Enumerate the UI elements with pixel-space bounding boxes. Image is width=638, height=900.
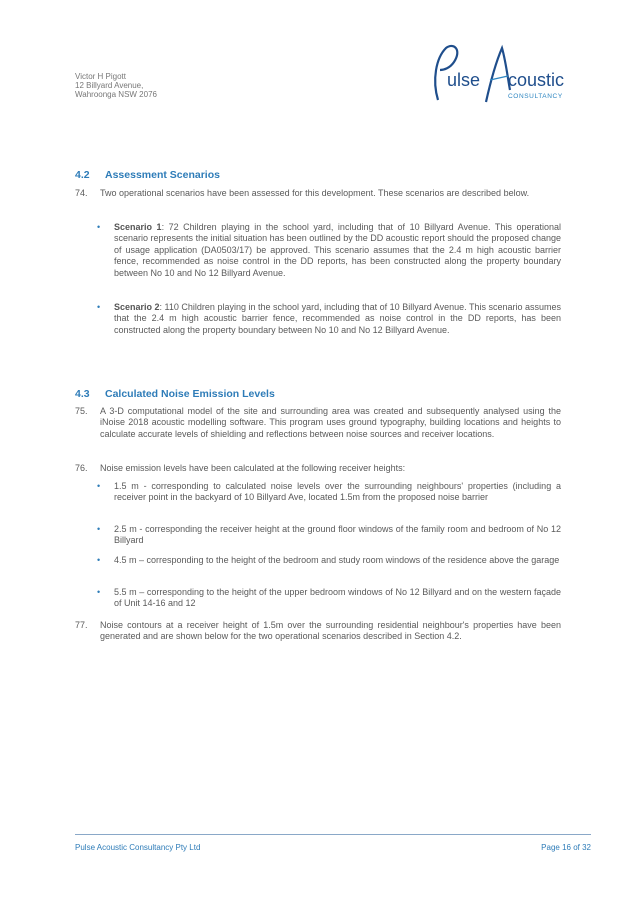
receiver-text: 2.5 m - corresponding the receiver height at the ground floor windows of the family room and bedroom of No 12 Billyard [114,524,561,546]
receiver-text: 1.5 m - corresponding to calculated noise levels over the surrounding neighbours' properties (including a receiver point in the backyard of 10 Billyard Ave, located 1.5m from the proposed noise barrier [114,481,561,503]
receiver-item [97,481,561,504]
receiver-item [97,524,561,547]
scenario-2-item [97,302,561,336]
bullet-icon: • [97,481,101,491]
logo-tagline: CONSULTANCY [508,93,563,100]
receiver-text: 5.5 m – corresponding to the height of the upper bedroom windows of No 12 Billyard and on the western façade of Unit 14-16 and 12 [114,587,561,609]
receiver-item [97,587,561,610]
logo-a-swoosh [486,48,510,102]
scenario-1-item [97,222,561,279]
address-line-name: Victor H Pigott [75,72,126,81]
paragraph-text: Noise contours at a receiver height of 1.5m over the surrounding residential neighbour's properties have been generated and are shown below for the two operational scenarios described in Section 4.2. [100,620,561,642]
section-title: Calculated Noise Emission Levels [105,388,275,400]
paragraph-number: 75. [75,406,88,416]
paragraph-number: 76. [75,463,88,473]
bullet-icon: • [97,302,101,312]
scenario-text: : 110 Children playing in the school yard, including that of 10 Billyard Avenue. This scenario assumes that the 2.4 m high acoustic barrier fence, recommended as noise control in the DD reports, has been constructed along the property boundary between No 10 and No 12 Billyard Avenue. [114,302,562,335]
sender-address [75,72,157,99]
receiver-item [97,555,561,566]
bullet-icon: • [97,587,101,597]
paragraph-number: 77. [75,620,88,630]
logo-word-acoustic: coustic [508,70,565,90]
paragraph-77 [75,620,561,643]
bullet-icon: • [97,222,101,232]
address-line-suburb: Wahroonga NSW 2076 [75,90,157,99]
scenario-label: Scenario 1 [114,222,162,232]
receiver-text: 4.5 m – corresponding to the height of the bedroom and study room windows of the residence above the garage [114,555,560,565]
paragraph-76 [75,463,561,474]
scenario-text: : 72 Children playing in the school yard, including that of 10 Billyard Avenue. This operational scenario represents the initial situation has been outlined by the DD acoustic report should the proposed change of usage application (DA0503/17) be approved. This scenario assumes that the 2.4 m high acoustic barrier fence, recommended as noise control in the DD reports, has been constructed along the property boundary between No 10 and No 12 Billyard Avenue. [114,222,561,278]
paragraph-text: Two operational scenarios have been assessed for this development. These scenarios are described below. [100,188,530,198]
section-heading-4-3 [75,388,275,400]
bullet-icon: • [97,524,101,534]
scenario-label: Scenario 2 [114,302,160,312]
bullet-icon: • [97,555,101,565]
paragraph-75 [75,406,561,440]
footer-divider [75,834,591,835]
section-heading-4-2 [75,169,220,181]
section-title: Assessment Scenarios [105,169,220,181]
paragraph-74 [75,188,561,199]
section-number: 4.3 [75,388,90,400]
paragraph-text: Noise emission levels have been calculated at the following receiver heights: [100,463,406,473]
section-number: 4.2 [75,169,90,181]
paragraph-text: A 3-D computational model of the site and surrounding area was created and subsequently analysed using the iNoise 2018 acoustic modelling software. This program uses ground typography, building locations and heights to calculate accurate levels of shielding and reflections between noise sources and receiver locations. [100,406,561,439]
logo-graphic [428,40,568,108]
logo-word-pulse: ulse [447,70,481,90]
address-line-street: 12 Billyard Avenue, [75,81,144,90]
paragraph-number: 74. [75,188,88,198]
company-logo [428,40,568,108]
footer-company: Pulse Acoustic Consultancy Pty Ltd [75,843,201,852]
footer-page-number: Page 16 of 32 [541,843,591,852]
